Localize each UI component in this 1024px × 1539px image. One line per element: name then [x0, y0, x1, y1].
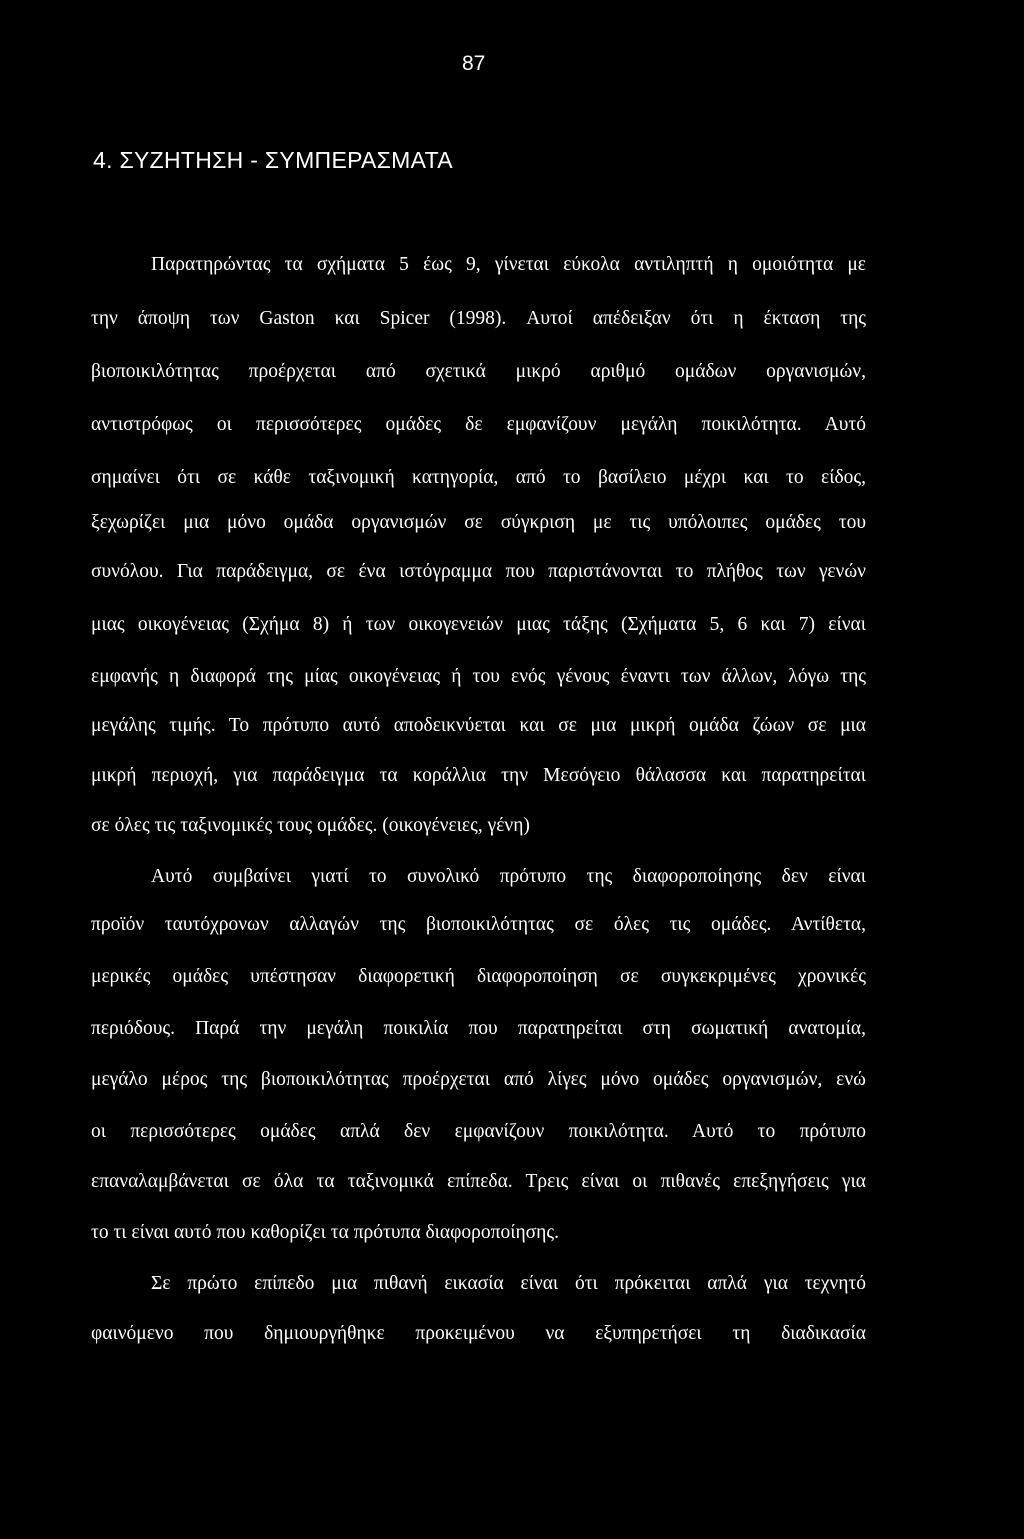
text-line: φαινόμενο που δημιουργήθηκε προκειμένου να εξυπηρετήσει τη διαδικασία [91, 1323, 866, 1344]
text-line: μερικές ομάδες υπέστησαν διαφορετική διαφοροποίηση σε συγκεκριμένες χρονικές [91, 966, 866, 987]
text-line: περιόδους. Παρά την μεγάλη ποικιλία που παρατηρείται στη σωματική ανατομία, [91, 1018, 866, 1039]
text-line: συνόλου. Για παράδειγμα, σε ένα ιστόγραμμα που παριστάνονται το πλήθος των γενών [91, 561, 866, 582]
text-line: μεγάλης τιμής. Το πρότυπο αυτό αποδεικνύεται και σε μια μικρή ομάδα ζώων σε μια [91, 715, 866, 736]
text-line: επαναλαμβάνεται σε όλα τα ταξινομικά επίπεδα. Τρεις είναι οι πιθανές επεξηγήσεις για [91, 1171, 866, 1192]
text-line: μεγάλο μέρος της βιοποικιλότητας προέρχεται από λίγες μόνο ομάδες οργανισμών, ενώ [91, 1069, 866, 1090]
text-line: εμφανής η διαφορά της μίας οικογένειας ή του ενός γένους έναντι των άλλων, λόγω της [91, 666, 866, 687]
text-line: οι περισσότερες ομάδες απλά δεν εμφανίζουν ποικιλότητα. Αυτό το πρότυπο [91, 1121, 866, 1142]
text-line: Αυτό συμβαίνει γιατί το συνολικό πρότυπο της διαφοροποίησης δεν είναι [151, 866, 866, 887]
text-line: το τι είναι αυτό που καθορίζει τα πρότυπα διαφοροποίησης. [91, 1222, 559, 1243]
text-line: Σε πρώτο επίπεδο μια πιθανή εικασία είναι ότι πρόκειται απλά για τεχνητό [151, 1273, 866, 1294]
text-line: μιας οικογένειας (Σχήμα 8) ή των οικογενειών μιας τάξης (Σχήματα 5, 6 και 7) είναι [91, 614, 866, 635]
text-line: σε όλες τις ταξινομικές τους ομάδες. (οικογένειες, γένη) [91, 815, 530, 836]
text-line: προϊόν ταυτόχρονων αλλαγών της βιοποικιλότητας σε όλες τις ομάδες. Αντίθετα, [91, 914, 866, 935]
text-line: σημαίνει ότι σε κάθε ταξινομική κατηγορία, από το βασίλειο μέχρι και το είδος, [91, 467, 866, 488]
text-line: μικρή περιοχή, για παράδειγμα τα κοράλλια την Μεσόγειο θάλασσα και παρατηρείται [91, 765, 866, 786]
text-line: βιοποικιλότητας προέρχεται από σχετικά μικρό αριθμό ομάδων οργανισμών, [91, 361, 866, 382]
text-line: ξεχωρίζει μια μόνο ομάδα οργανισμών σε σύγκριση με τις υπόλοιπες ομάδες του [91, 512, 866, 533]
text-line: αντιστρόφως οι περισσότερες ομάδες δε εμφανίζουν μεγάλη ποικιλότητα. Αυτό [91, 414, 866, 435]
text-line: την άποψη των Gaston και Spicer (1998). Αυτοί απέδειξαν ότι η έκταση της [91, 308, 866, 329]
page-number: 87 [462, 52, 486, 75]
text-line: Παρατηρώντας τα σχήματα 5 έως 9, γίνεται εύκολα αντιληπτή η ομοιότητα με [151, 254, 866, 275]
section-heading: 4. ΣΥΖΗΤΗΣΗ - ΣΥΜΠΕΡΑΣΜΑΤΑ [93, 147, 453, 173]
